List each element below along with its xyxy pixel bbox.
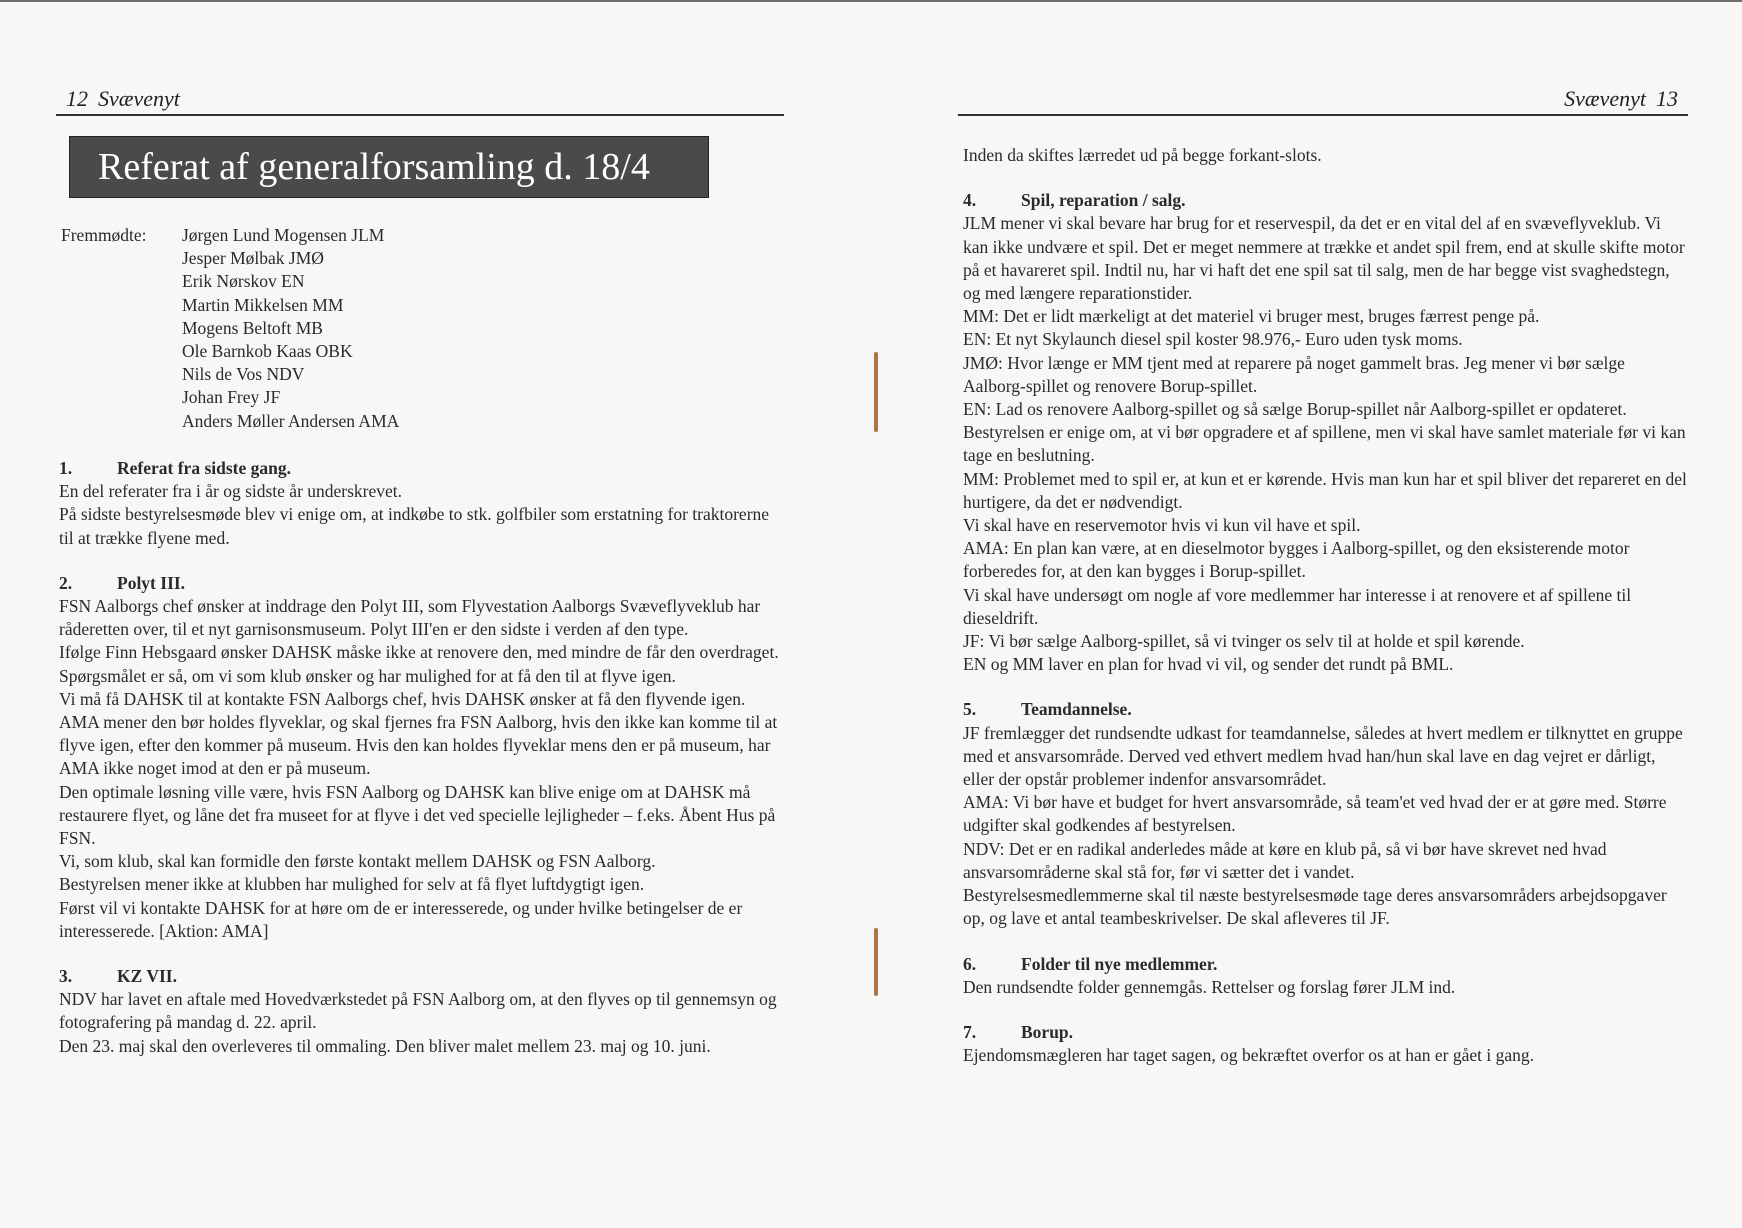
attendee-item: Mogens Beltoft MB <box>182 317 323 338</box>
section-paragraph: Vi må få DAHSK til at kontakte FSN Aalborgs chef, hvis DAHSK ønsker at få den flyvende igen. <box>59 688 746 709</box>
attendee-item: Anders Møller Andersen AMA <box>182 410 400 431</box>
page-number-left: 12 <box>66 86 88 111</box>
section <box>59 457 784 550</box>
running-head-title-right: Svævenyt <box>1564 86 1646 111</box>
attendee-item: Jesper Mølbak JMØ <box>182 248 324 269</box>
running-head-right <box>958 86 1688 116</box>
section-number: 1. <box>59 458 73 478</box>
section-paragraph: Den 23. maj skal den overleveres til ommaling. Den bliver malet mellem 23. maj og 10. juni. <box>59 1035 711 1056</box>
section-paragraph: Vi skal have undersøgt om nogle af vore medlemmer har interesse i at renovere et af spillene til dieseldrift. <box>963 584 1632 628</box>
section-paragraph: Bestyrelsen er enige om, at vi bør opgradere et af spillene, men vi skal have samlet materiale før vi kan tage en beslutning. <box>963 422 1686 466</box>
section-paragraph: Bestyrelsen mener ikke at klubben har mulighed for selv at få flyet luftdygtigt igen. <box>59 874 645 895</box>
section-paragraph: AMA: Vi bør have et budget for hvert ansvarsområde, så team'et ved hvad der er at gøre med. Større udgifter skal godkendes af bestyrelsen. <box>963 792 1667 836</box>
staple-top <box>874 352 878 432</box>
section-number: 7. <box>963 1021 977 1042</box>
section-title: Polyt III. <box>117 572 186 593</box>
attendee-list <box>61 224 399 433</box>
section-paragraph: Ejendomsmægleren har taget sagen, og bekræftet overfor os at han er gået i gang. <box>963 1045 1534 1066</box>
section-paragraph: Bestyrelsesmedlemmerne skal til næste bestyrelsesmøde tage deres ansvarsområders arbejdsopgaver op, og lave et antal teambeskrivelser. De skal afleveres til JF. <box>963 885 1667 929</box>
attendee-item: Erik Nørskov EN <box>182 271 305 292</box>
section-heading <box>963 1021 1689 1044</box>
section <box>963 1021 1689 1067</box>
left-page <box>56 0 784 1228</box>
attendee-item: Nils de Vos NDV <box>182 364 305 385</box>
section-paragraph: Vi, som klub, skal kan formidle den første kontakt mellem DAHSK og FSN Aalborg. <box>59 851 656 872</box>
section <box>963 953 1689 999</box>
section <box>59 965 784 1058</box>
section-paragraph: Den optimale løsning ville være, hvis FSN Aalborg og DAHSK kan blive enige om at DAHSK må restaurere flyet, og låne det fra museet for at flyve i det ved specielle lejligheder – f.eks. Åbent Hus på FSN. <box>59 781 776 849</box>
section-paragraph: Den rundsendte folder gennemgås. Rettelser og forslag fører JLM ind. <box>963 976 1456 997</box>
section-number: 4. <box>963 190 977 211</box>
section-paragraph: FSN Aalborgs chef ønsker at inddrage den Polyt III, som Flyvestation Aalborgs Svæveflyveklub har råderetten over, til et nyt garnisonsmuseum. Polyt III'en er den sidste i verden af den type. <box>59 596 761 640</box>
right-page-sections <box>963 144 1689 1067</box>
section-title: Teamdannelse. <box>1021 699 1132 720</box>
section-number: 2. <box>59 572 73 593</box>
section-heading <box>59 572 784 595</box>
section-paragraph: MM: Det er lidt mærkeligt at det materiel vi bruger mest, bruges færrest penge på. <box>963 306 1540 327</box>
section-paragraph: Først vil vi kontakte DAHSK for at høre om de er interesserede, og under hvilke betingelser de er interesserede. [Aktion: AMA] <box>59 897 743 941</box>
section <box>963 698 1689 930</box>
section-paragraph: Ifølge Finn Hebsgaard ønsker DAHSK måske ikke at renovere den, med mindre de får den overdraget. <box>59 642 779 663</box>
attendee-item: Jørgen Lund Mogensen JLM <box>182 225 385 245</box>
section-heading <box>963 189 1689 212</box>
section-number: 6. <box>963 953 977 974</box>
section-title: Referat fra sidste gang. <box>117 458 291 478</box>
right-page <box>958 0 1688 1228</box>
running-head-title-left: Svævenyt <box>98 86 180 111</box>
section-title: KZ VII. <box>117 966 177 987</box>
attendee-item: Johan Frey JF <box>182 387 281 408</box>
section-paragraph: MM: Problemet med to spil er, at kun et er kørende. Hvis man kun har et spil bliver det repareret en del hurtigere, da det er nødvendigt. <box>963 468 1687 512</box>
section-heading <box>59 965 784 988</box>
section-heading <box>59 457 784 480</box>
section-paragraph: JMØ: Hvor længe er MM tjent med at reparere på noget gammelt bras. Jeg mener vi bør sælge Aalborg-spillet og renovere Borup-spillet. <box>963 352 1625 396</box>
section-heading <box>963 953 1689 976</box>
section-paragraph: AMA mener den bør holdes flyveklar, og skal fjernes fra FSN Aalborg, hvis den ikke kan komme til at flyve igen, efter den kommer på museum. Hvis den kan holdes flyveklar mens den er på museum, har AMA ikke noget imod at den er på museum. <box>59 712 778 779</box>
section-paragraph: På sidste bestyrelsesmøde blev vi enige om, at indkøbe to stk. golfbiler som erstatning for traktorerne til at trække flyene med. <box>59 504 770 548</box>
section-paragraph: EN: Et nyt Skylaunch diesel spil koster 98.976,- Euro uden tysk moms. <box>963 329 1463 350</box>
attendee-item: Martin Mikkelsen MM <box>182 294 344 315</box>
section-paragraph: JLM mener vi skal bevare har brug for et reservespil, da det er en vital del af en svæveflyveklub. Vi kan ikke undvære et spil. Det er meget nemmere at trække et andet spil frem, end at skulle skifte motor på et havareret spil. Indtil nu, har vi haft det ene spil sat til salg, men de har begge vist svaghedstegn, og med længere reparationstider. <box>963 213 1685 304</box>
left-page-sections <box>59 457 784 1058</box>
section <box>963 189 1689 676</box>
attendees-label: Fremmødte: <box>61 225 147 245</box>
section-paragraph: NDV har lavet en aftale med Hovedværkstedet på FSN Aalborg om, at den flyves op til gennemsyn og fotografering på mandag d. 22. april. <box>59 989 777 1033</box>
section-paragraph: NDV: Det er en radikal anderledes måde at køre en klub på, så vi bør have skrevet ned hvad ansvarsområderne skal stå for, før vi sætter det i vandet. <box>963 838 1607 882</box>
attendees-block <box>61 224 399 433</box>
page-title: Referat af generalforsamling d. 18/4 <box>69 136 709 198</box>
section-paragraph: EN: Lad os renovere Aalborg-spillet og så sælge Borup-spillet når Aalborg-spillet er opdateret. <box>963 399 1627 420</box>
section-heading <box>963 698 1689 721</box>
section-title: Folder til nye medlemmer. <box>1021 953 1218 974</box>
intro-paragraph: Inden da skiftes lærredet ud på begge forkant-slots. <box>963 145 1322 165</box>
section-paragraph: JF: Vi bør sælge Aalborg-spillet, så vi tvinger os selv til at holde et spil kørende. <box>963 631 1525 652</box>
section-paragraph: EN og MM laver en plan for hvad vi vil, og sender det rundt på BML. <box>963 654 1454 675</box>
section-paragraph: En del referater fra i år og sidste år underskrevet. <box>59 481 403 502</box>
section-paragraph: Vi skal have en reservemotor hvis vi kun vil have et spil. <box>963 515 1361 536</box>
section-paragraph: JF fremlægger det rundsendte udkast for teamdannelse, således at hvert medlem er tilknyttet en gruppe med et ansvarsområde. Derved ved ethvert medlem hvad han/hun skal lave en dag vejret er dårligt, eller der opstår problemer indenfor ansvarsområdet. <box>963 722 1683 790</box>
page-number-right: 13 <box>1656 86 1678 111</box>
section-paragraph: AMA: En plan kan være, at en dieselmotor bygges i Aalborg-spillet, og den eksisterende motor forberedes for, at den kan bygges i Borup-spillet. <box>963 538 1630 582</box>
section-paragraph: Spørgsmålet er så, om vi som klub ønsker og har mulighed for at få den til at flyve igen. <box>59 665 676 686</box>
section-number: 3. <box>59 966 73 987</box>
section-title: Borup. <box>1021 1021 1074 1042</box>
section-number: 5. <box>963 699 977 720</box>
section-title: Spil, reparation / salg. <box>1021 190 1186 211</box>
attendee-item: Ole Barnkob Kaas OBK <box>182 341 353 362</box>
staple-bottom <box>874 928 878 996</box>
running-head-left <box>56 86 784 116</box>
section <box>59 572 784 943</box>
